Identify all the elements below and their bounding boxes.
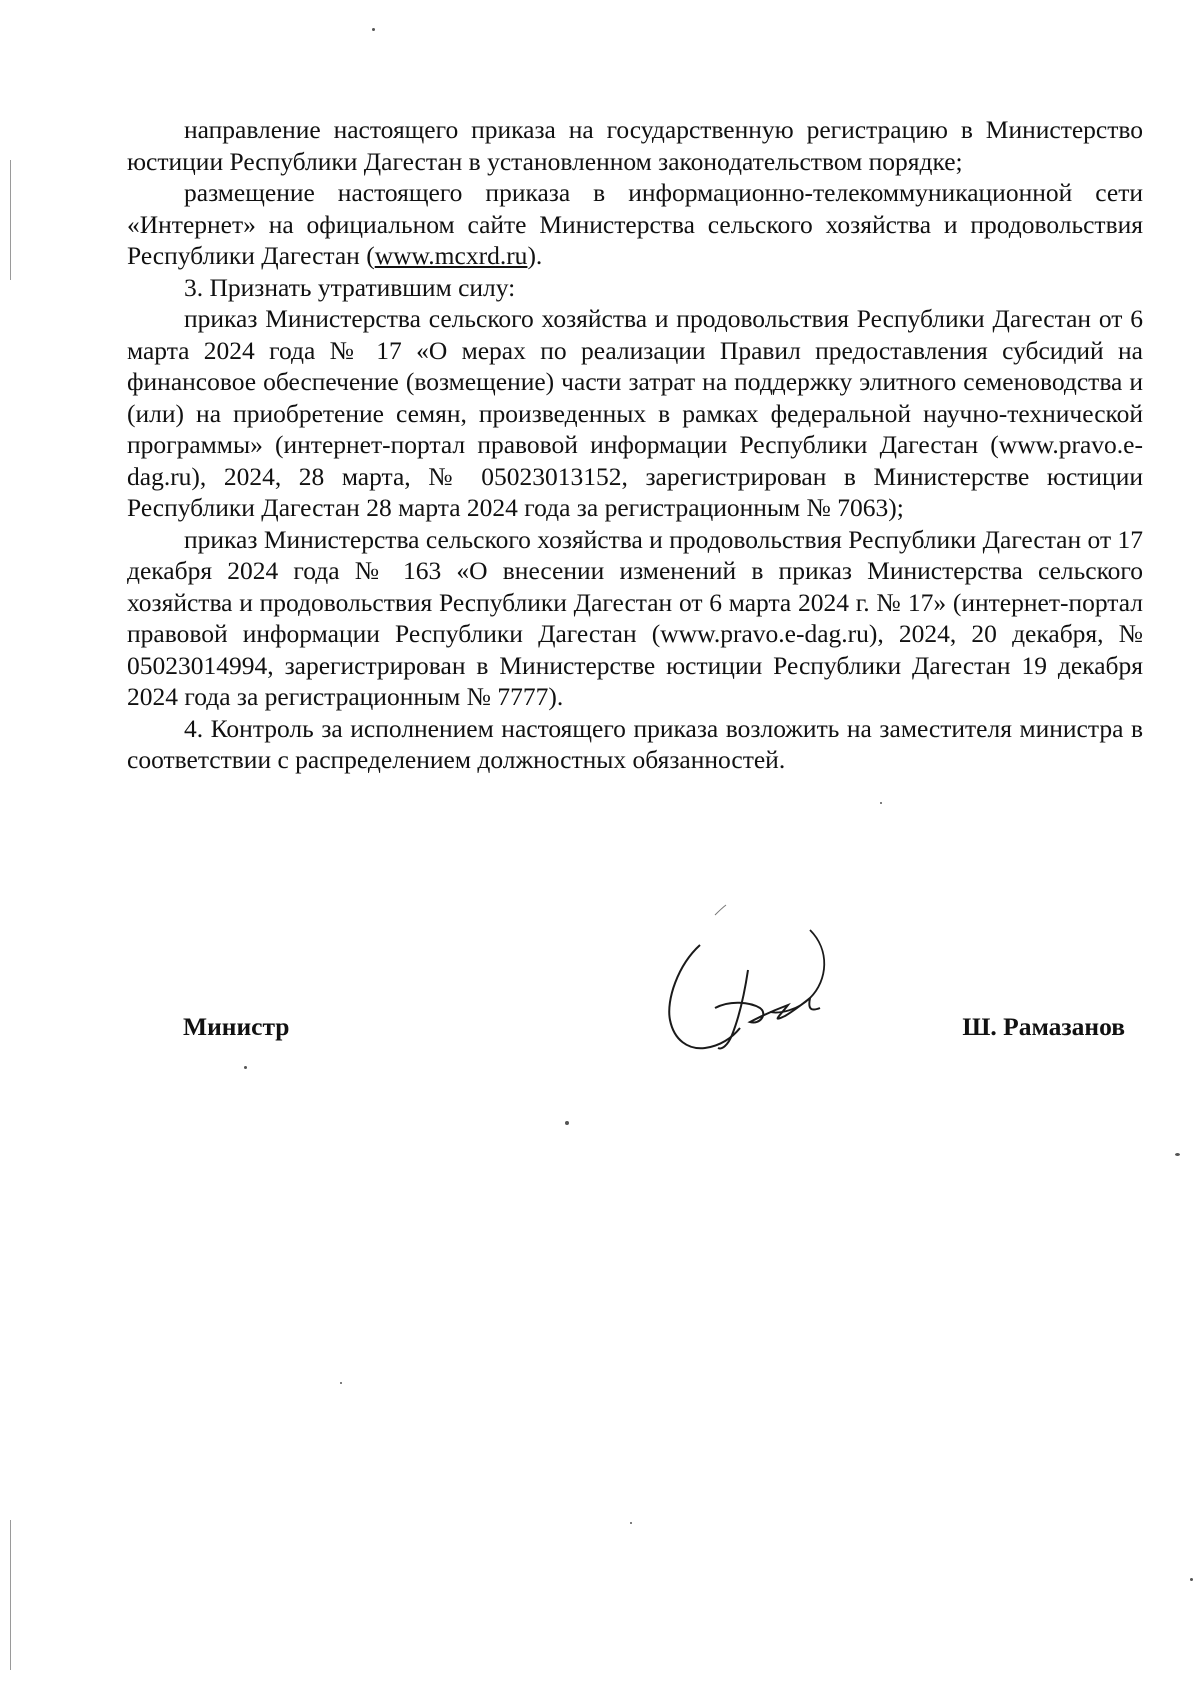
paragraph-item-3: 3. Признать утратившим силу: [184, 272, 516, 302]
scan-margin-line [10, 160, 11, 280]
paragraph-publication-end: ). [527, 241, 543, 270]
document-body [127, 114, 1143, 776]
scan-speck [630, 1522, 632, 1524]
paragraph-item-4: 4. Контроль за исполнением настоящего приказа возложить на заместителя министра в соответствии с распределением должностных обязанностей. [127, 713, 1143, 774]
paragraph-repealed-order-1: приказ Министерства сельского хозяйства и продовольствия Республики Дагестан от 6 марта 2024 года № 17 «О мерах по реализации Правил предоставления субсидий на финансовое обеспечение (возмещение) части затрат на поддержку элитного семеноводства и (или) на приобретение семян, произведенных в рамках федеральной научно-технической программы» (интернет-портал правовой информации Республики Дагестан (www.pravo.e-dag.ru), 2024, 28 марта, № 05023013152, зарегистрирован в Министерстве юстиции Республики Дагестан 28 марта 2024 года за регистрационным № 7063); [127, 304, 1143, 522]
scan-speck [340, 1382, 342, 1384]
scan-speck [244, 1066, 247, 1069]
handwritten-signature [660, 890, 880, 1070]
paragraph-publication-text: размещение настоящего приказа в информационно-телекоммуникационной сети «Интернет» на официальном сайте Министерства сельского хозяйства и продовольствия Республики Дагестан ( [127, 178, 1143, 270]
scan-speck [1175, 1153, 1180, 1156]
paragraph-publication [127, 177, 1143, 272]
signatory-title: Министр [183, 1012, 290, 1041]
scan-margin-line [10, 1520, 11, 1670]
scan-speck [565, 1121, 569, 1125]
paragraph-repealed-order-2: приказ Министерства сельского хозяйства и продовольствия Республики Дагестан от 17 декабря 2024 года № 163 «О внесении изменений в приказ Министерства сельского хозяйства и продовольствия Республики Дагестан от 6 марта 2024 г. № 17» (интернет-портал правовой информации Республики Дагестан (www.pravo.e-dag.ru), 2024, 20 декабря, № 05023014994, зарегистрирован в Министерстве юстиции Республики Дагестан 19 декабря 2024 года за регистрационным № 7777). [127, 524, 1143, 711]
scan-speck [372, 28, 375, 31]
scan-speck [880, 802, 882, 804]
signatory-name: Ш. Рамазанов [962, 1012, 1125, 1041]
paragraph-registration: направление настоящего приказа на государственную регистрацию в Министерство юстиции Республики Дагестан в установленном законодательством порядке; [127, 115, 1143, 176]
ministry-website-link[interactable]: www.mcxrd.ru [374, 241, 528, 270]
scan-speck [1190, 1578, 1193, 1581]
